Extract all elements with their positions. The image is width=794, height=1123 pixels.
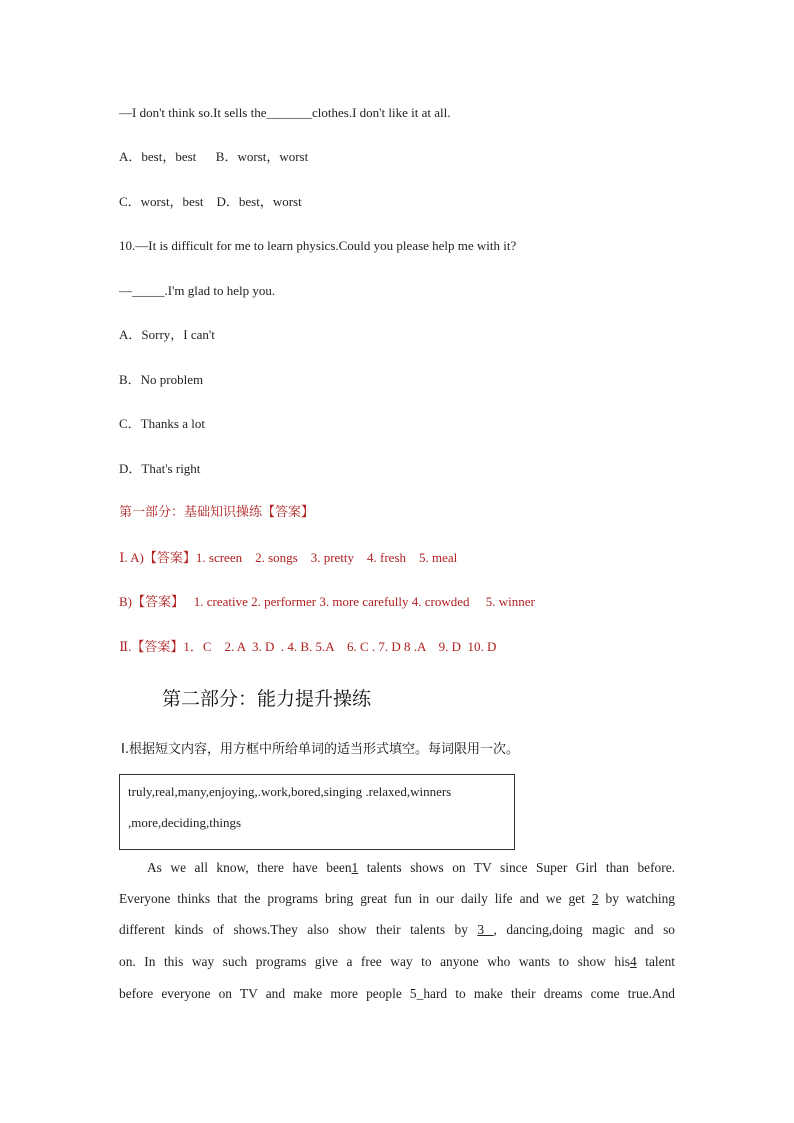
word-box-line-2: ,more,deciding,things (128, 815, 242, 830)
q10-option-d: D．That's right (119, 461, 201, 476)
blank-3: 3 (477, 922, 494, 937)
answers-i-b: B)【答案】 1. creative 2. performer 3. more carefully 4. crowded 5. winner (119, 594, 535, 609)
q10-reply: —_____.I'm glad to help you. (119, 283, 276, 298)
q9-options-ab: A．best，best B．worst，worst (119, 149, 309, 164)
passage-line-2: Everyone thinks that the programs bring great fun in our daily life and we get 2 by watching (119, 891, 676, 906)
passage-line-5: before everyone on TV and make more people 5_hard to make their dreams come true.And (119, 986, 675, 1001)
answers-i-a: Ⅰ. A)【答案】1. screen 2. songs 3. pretty 4. fresh 5. meal (116, 550, 458, 565)
q10-option-a: A．Sorry，I can't (119, 327, 215, 342)
word-box-line-1: truly,real,many,enjoying,.work,bored,singing .relaxed,winners (128, 784, 452, 799)
passage-line-3: different kinds of shows.They also show their talents by 3 , dancing,doing magic and so (119, 922, 675, 937)
answers-heading: 第一部分：基础知识操练【答案】 (119, 505, 315, 520)
answers-ii: Ⅱ.【答案】1．C 2. A 3. D . 4. B. 5.A 6. C . 7. D 8 .A 9. D 10. D (116, 639, 497, 654)
q10-question: 10.—It is difficult for me to learn physics.Could you please help me with it? (119, 238, 517, 253)
part2-instruction: Ⅰ.根据短文内容，用方框中所给单词的适当形式填空。每词限用一次。 (121, 742, 519, 757)
q9-reply: —I don't think so.It sells the_______clothes.I don't like it at all. (119, 105, 451, 120)
passage-line-1: As we all know, there have been1 talents shows on TV since Super Girl than before. (147, 860, 675, 875)
word-box (119, 774, 515, 850)
q10-option-c: C．Thanks a lot (119, 416, 205, 431)
blank-4: 4 (630, 954, 637, 969)
blank-1: 1 (351, 860, 359, 875)
q10-option-b: B．No problem (119, 372, 204, 387)
q9-options-cd: C．worst，best D．best，worst (119, 194, 302, 209)
passage-line-4: on. In this way such programs give a free way to anyone who wants to show his4 talent (119, 954, 675, 969)
part2-title: 第二部分：能力提升操练 (162, 688, 372, 710)
blank-2: 2 (591, 891, 599, 906)
